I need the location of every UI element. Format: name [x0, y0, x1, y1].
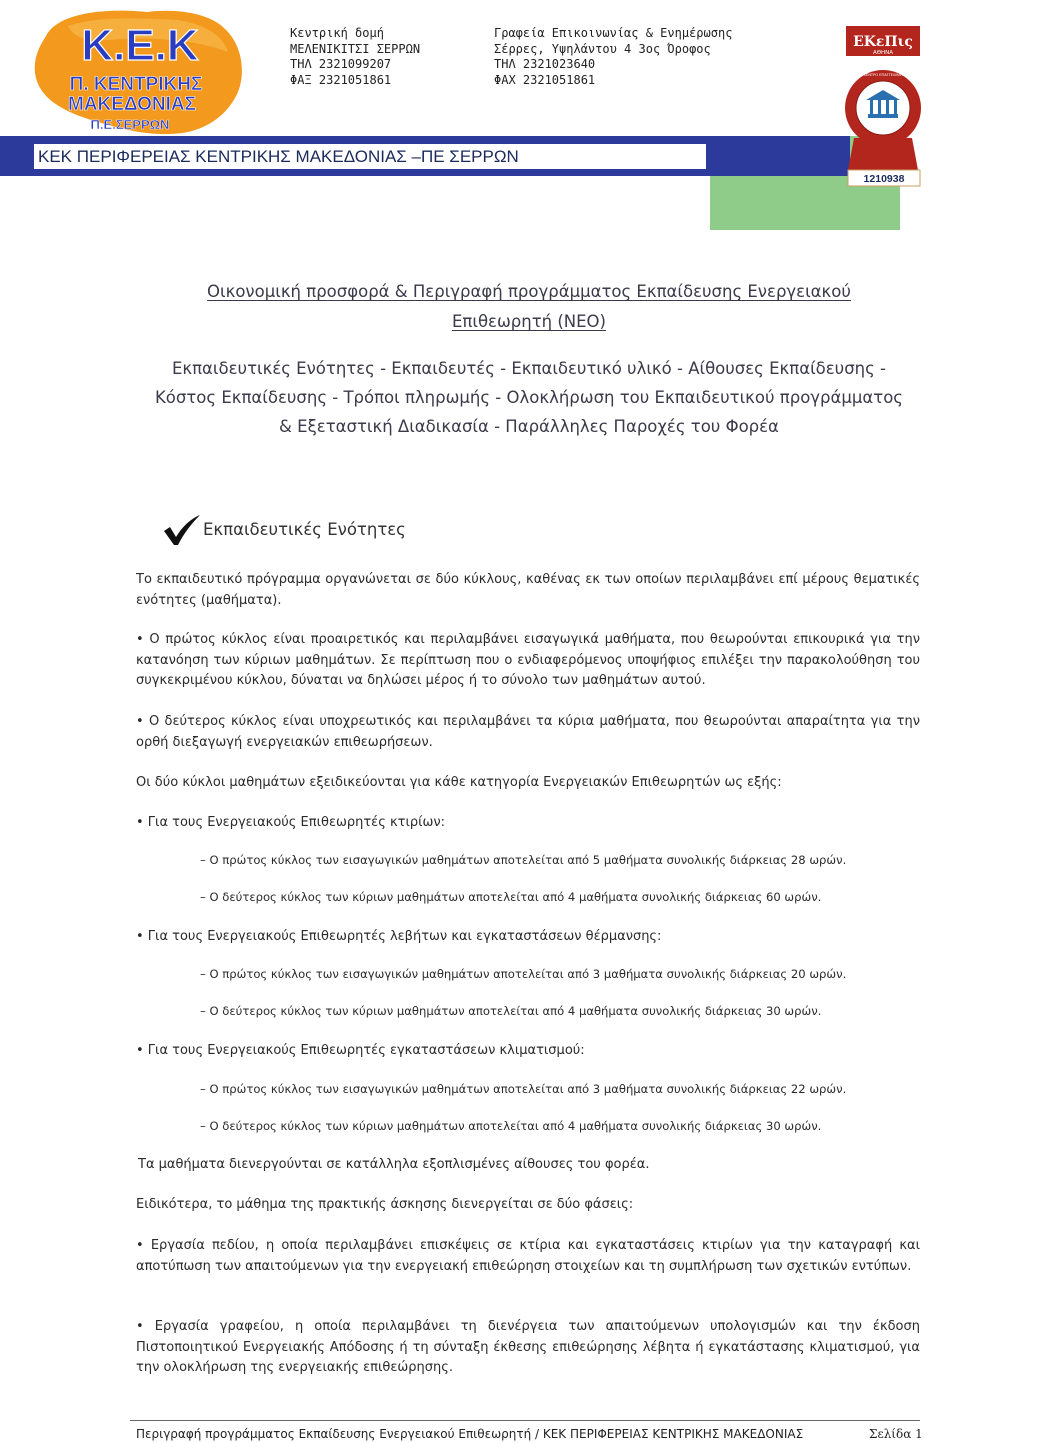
page-number: Σελίδα 1 [869, 1427, 923, 1441]
header-banner-text: ΚΕΚ ΠΕΡΙΦΕΡΕΙΑΣ ΚΕΝΤΡΙΚΗΣ ΜΑΚΕΔΟΝΙΑΣ –ΠΕ ΣΕΡΡΩΝ [38, 147, 519, 166]
subtitle-line3: & Εξεταστική Διαδικασία - Παράλληλες Παροχές του Φορέα [279, 417, 779, 436]
contact-central-line: ΦΑΞ 2321051861 [290, 72, 392, 87]
contact-offices-line: ΤΗΛ 2321023640 [494, 57, 596, 71]
contact-central-line: ΜΕΛΕΝΙΚΙΤΣΙ ΣΕΡΡΩΝ [290, 41, 421, 56]
boilers-cycle1: – Ο πρώτος κύκλος των εισαγωγικών μαθημάτων αποτελείται από 3 μαθήματα συνολικής διάρκειας 20 ωρών. [200, 967, 847, 981]
field-work-paragraph [136, 1236, 920, 1277]
cycle2-paragraph [136, 712, 920, 753]
buildings-cycle2: – Ο δεύτερος κύκλος των κύριων μαθημάτων αποτελείται από 4 μαθήματα συνολικής διάρκειας 60 ωρών. [200, 890, 822, 904]
contact-central-line: Κεντρική δομή [290, 26, 384, 40]
contact-offices-line: Γραφεία Επικοινωνίας & Ενημέρωσης [494, 26, 733, 40]
ac-bullet: • Για τους Ενεργειακούς Επιθεωρητές εγκαταστάσεων κλιματισμού: [136, 1043, 585, 1058]
rooms-paragraph: Τα μαθήματα διενεργούνται σε κατάλληλα εξοπλισμένες αίθουσες του φορέα. [138, 1157, 650, 1172]
intro-text: Το εκπαιδευτικό πρόγραμμα οργανώνεται σε δύο κύκλους, καθένας εκ των οποίων περιλαμβάνει επί μέρους θεματικές ενότητες (μαθήματα). [136, 572, 920, 608]
subtitle-line1: Εκπαιδευτικές Ενότητες - Εκπαιδευτές - Εκπαιδευτικό υλικό - Αίθουσες Εκπαίδευσης - [171, 359, 887, 378]
contact-offices-line: Σέρρες, Υψηλάντου 4 3ος Όροφος [494, 41, 711, 56]
specialize-text: Οι δύο κύκλοι μαθημάτων εξειδικεύονται για κάθε κατηγορία Ενεργειακών Επιθεωρητών ως εξής: [136, 775, 782, 790]
cycle1-paragraph [136, 630, 920, 692]
logo-makedonias: ΜΑΚΕΔΟΝΙΑΣ [68, 94, 196, 115]
seal-ribbon [848, 138, 918, 170]
buildings-bullet: • Για τους Ενεργειακούς Επιθεωρητές κτιρίων: [136, 815, 446, 830]
contact-offices-line: ΦΑΧ 2321051861 [494, 72, 596, 87]
specialize-paragraph [136, 773, 920, 794]
contact-central-line: ΤΗΛ 2321099207 [290, 57, 392, 71]
ac-cycle1: – Ο πρώτος κύκλος των εισαγωγικών μαθημάτων αποτελείται από 3 μαθήματα συνολικής διάρκειας 22 ωρών. [200, 1082, 847, 1096]
page-title-line1: Οικονομική προσφορά & Περιγραφή προγράμματος Εκπαίδευσης Ενεργειακού [207, 282, 851, 301]
buildings-cycle1: – Ο πρώτος κύκλος των εισαγωγικών μαθημάτων αποτελείται από 5 μαθήματα συνολικής διάρκειας 28 ωρών. [200, 853, 847, 867]
seal-title: ΕΚεΠις [853, 34, 913, 50]
section-heading: Εκπαιδευτικές Ενότητες [203, 520, 406, 539]
seal-inner-ring [856, 81, 910, 135]
kek-logo [28, 6, 256, 136]
practice-paragraph: Ειδικότερα, το μάθημα της πρακτικής άσκησης διενεργείται σε δύο φάσεις: [136, 1197, 634, 1212]
cycle1-text: • Ο πρώτος κύκλος είναι προαιρετικός και περιλαμβάνει εισαγωγικά μαθήματα, που θεωρούνται επικουρικά για την κατανόηση των κύριων μαθημάτων. Σε περίπτωση που ο ενδιαφερόμενος υποψήφιος επιλέξει την παρακολούθηση του συγκεκριμένου κύκλου, δύναται να δηλώσει μέρος ή το σύνολο των μαθημάτων αυτού. [136, 632, 920, 688]
logo-kek: Κ.Ε.Κ [81, 21, 199, 70]
intro-paragraph [136, 570, 920, 611]
contact-central [290, 26, 420, 88]
office-work-paragraph [136, 1317, 920, 1379]
seal-subtitle: ΑΘΗΝΑ [872, 50, 894, 56]
logo-pe-serron: Π.Ε.ΣΕΡΡΩΝ [90, 117, 170, 132]
footer-text: Περιγραφή προγράμματος Εκπαίδευσης Ενεργειακού Επιθεωρητή / ΚΕΚ ΠΕΡΙΦΕΡΕΙΑΣ ΚΕΝΤΡΙΚΗΣ ΜΑΚΕΔΟΝΙΑΣ [136, 1427, 804, 1441]
logo-periferia: Π. ΚΕΝΤΡΙΚΗΣ [69, 74, 203, 95]
seal-number: 1210938 [863, 173, 905, 185]
cycle2-text: • Ο δεύτερος κύκλος είναι υποχρεωτικός και περιλαμβάνει τα κύρια μαθήματα, που θεωρούνται απαραίτητα για την ορθή διεξαγωγή ενεργειακών επιθεωρήσεων. [136, 714, 920, 750]
seal-arc-text: ΠΙΣΤΟΠΟΙΗΜΕΝΟ ΚΕΝΤΡΟ ΕΠΑΓΓΕΛΜΑΤΙΚΗΣ ΚΑΤΑΡΤΙΣΗΣ [831, 73, 935, 77]
boilers-cycle2: – Ο δεύτερος κύκλος των κύριων μαθημάτων αποτελείται από 4 μαθήματα συνολικής διάρκειας 30 ωρών. [200, 1004, 822, 1018]
field-work-text: • Εργασία πεδίου, η οποία περιλαμβάνει επισκέψεις σε κτίρια και εγκαταστάσεις κτιρίων για την καταγραφή και αποτύπωση των απαιτούμενων για την ενεργειακή επιθεώρηση στοιχείων και τη συμπλήρωση των σχετικών εντύπων. [136, 1238, 920, 1274]
boilers-bullet: • Για τους Ενεργειακούς Επιθεωρητές λεβήτων και εγκαταστάσεων θέρμανσης: [136, 929, 662, 944]
footer-rule [130, 1420, 920, 1421]
contact-offices [494, 26, 732, 88]
checkmark-icon [160, 515, 202, 547]
ekepis-seal [831, 18, 935, 190]
office-work-text: • Εργασία γραφείου, η οποία περιλαμβάνει τη διενέργεια των απαιτούμενων υπολογισμών και την έκδοση Πιστοποιητικού Ενεργειακής Απόδοσης ή τη σύνταξη έκθεσης επιθεώρησης λέβητα ή εγκατάστασης κλιματισμού, για την ολοκλήρωση της ενεργειακής επιθεώρησης. [136, 1319, 920, 1375]
checkmark-shape [164, 515, 200, 545]
subtitle-line2: Κόστος Εκπαίδευσης - Τρόποι πληρωμής - Ολοκλήρωση του Εκπαιδευτικού προγράμματος [154, 388, 903, 407]
page-title-line2: Επιθεωρητή (ΝΕΟ) [452, 312, 606, 331]
ac-cycle2: – Ο δεύτερος κύκλος των κύριων μαθημάτων αποτελείται από 4 μαθήματα συνολικής διάρκειας 30 ωρών. [200, 1119, 822, 1133]
